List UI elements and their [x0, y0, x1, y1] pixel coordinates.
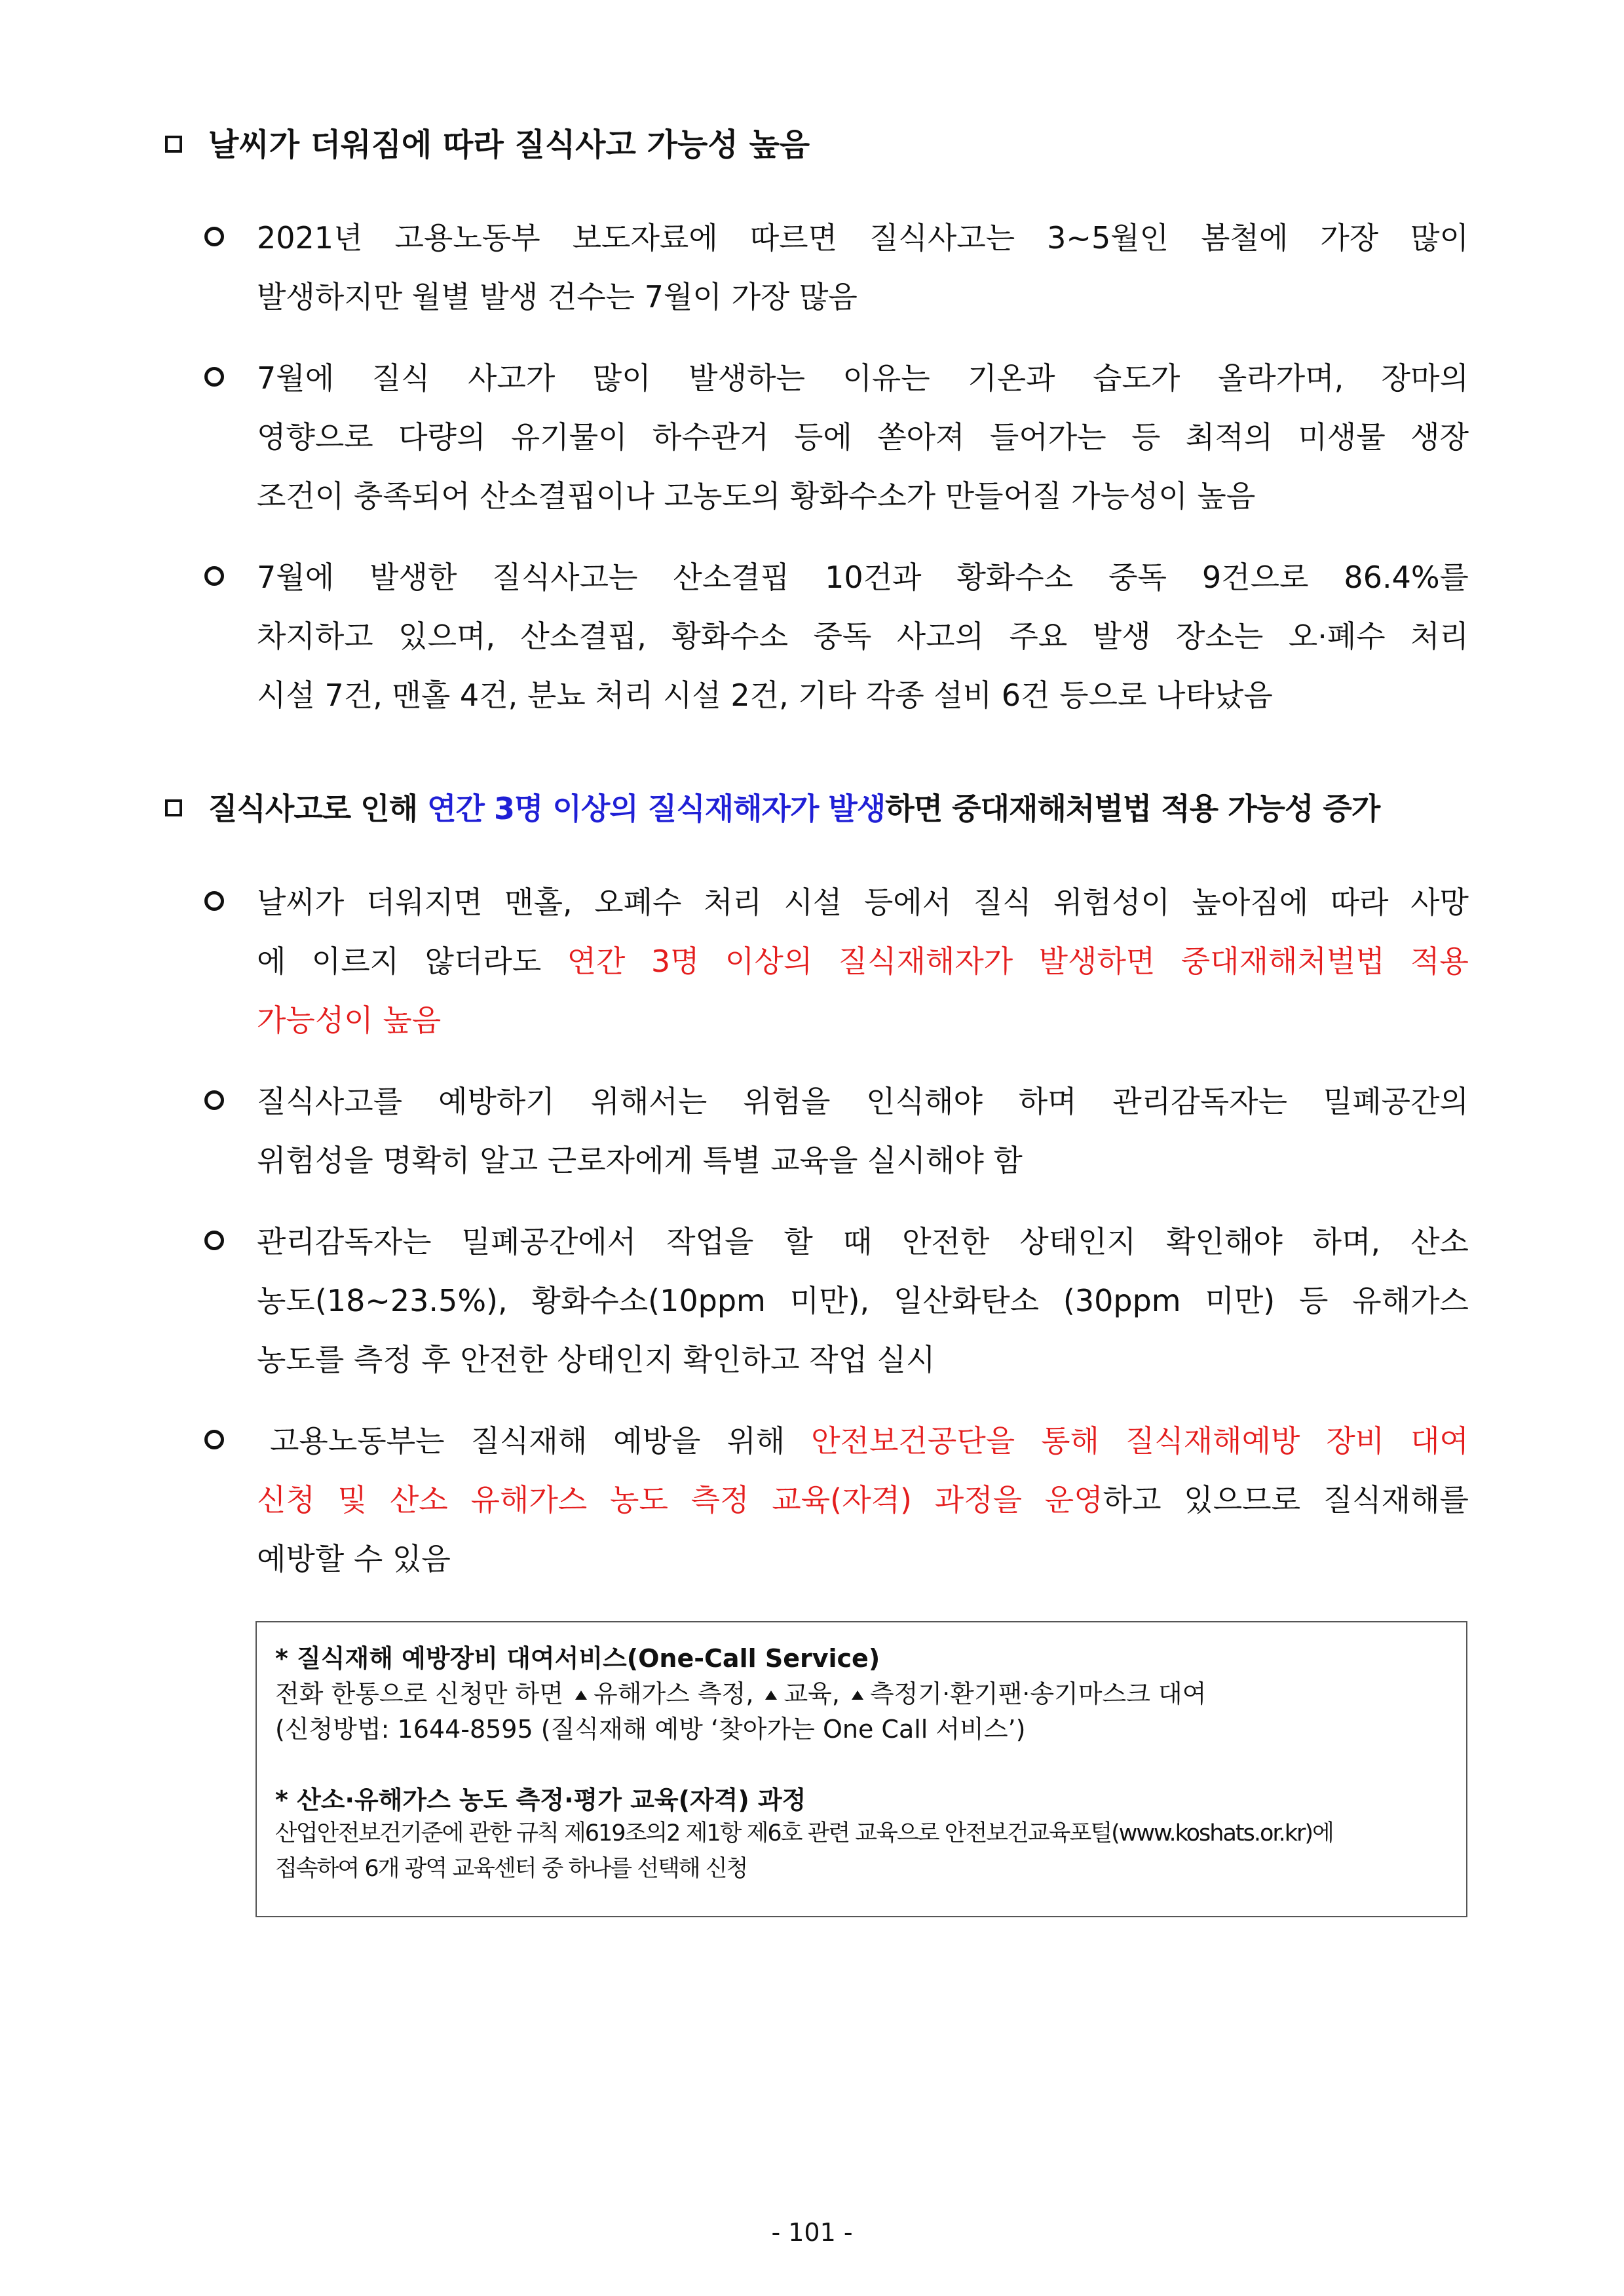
- note-line: 전화 한통으로 신청만 하면 유해가스 측정, 교육, 측정기·환기팬·송기마스크 대여: [275, 1679, 1207, 1708]
- circle-bullet-icon: [204, 1231, 224, 1250]
- bullet-line: 고용노동부는 질식재해 예방을 위해 안전보건공단을 통해 질식재해예방 장비 대여: [270, 1423, 1469, 1459]
- info-note-box: * 질식재해 예방장비 대여서비스(One-Call Service) 전화 한통으로 신청만 하면 유해가스 측정, 교육, 측정기·환기팬·송기마스크 대여 (신청방법: 1644-8595 (질식재해 예방 ‘찾아가는 One Call 서비스’) * 산소·유해가스 농도 측정·평가 교육(자격) 과정 산업안전보건기준에 관한 규칙 제619조의2 제1항 제6호 관련 교육으로 안전보건교육포털(www.koshats.or.kr)에 접속하여 6개 광역 교육센터 중 하나를 선택해 신청: [255, 1621, 1467, 1917]
- page-number: - 101 -: [771, 2218, 853, 2247]
- triangle-bullet-icon: [765, 1691, 777, 1700]
- bullet-line: 신청 및 산소 유해가스 농도 측정 교육(자격) 과정을 운영하고 있으므로 질식재해를: [257, 1482, 1469, 1518]
- bullet-line: 에 이르지 않더라도 연간 3명 이상의 질식재해자가 발생하면 중대재해처벌법 적용: [257, 944, 1469, 979]
- checkbox-square-icon: [165, 136, 182, 153]
- triangle-bullet-icon: [852, 1691, 863, 1700]
- circle-bullet-icon: [204, 566, 224, 586]
- circle-bullet-icon: [204, 227, 224, 246]
- section-heading-1: 날씨가 더워짐에 따라 질식사고 가능성 높음: [165, 125, 1475, 164]
- circle-bullet-icon: [204, 1090, 224, 1110]
- circle-bullet-icon: [204, 891, 224, 911]
- checkbox-square-icon: [165, 799, 182, 816]
- triangle-bullet-icon: [575, 1691, 587, 1700]
- circle-bullet-icon: [204, 1430, 224, 1449]
- circle-bullet-icon: [204, 367, 224, 387]
- section-heading-2: 질식사고로 인해 연간 3명 이상의 질식재해자가 발생하면 중대재해처벌법 적용 가능성 증가: [165, 789, 1475, 828]
